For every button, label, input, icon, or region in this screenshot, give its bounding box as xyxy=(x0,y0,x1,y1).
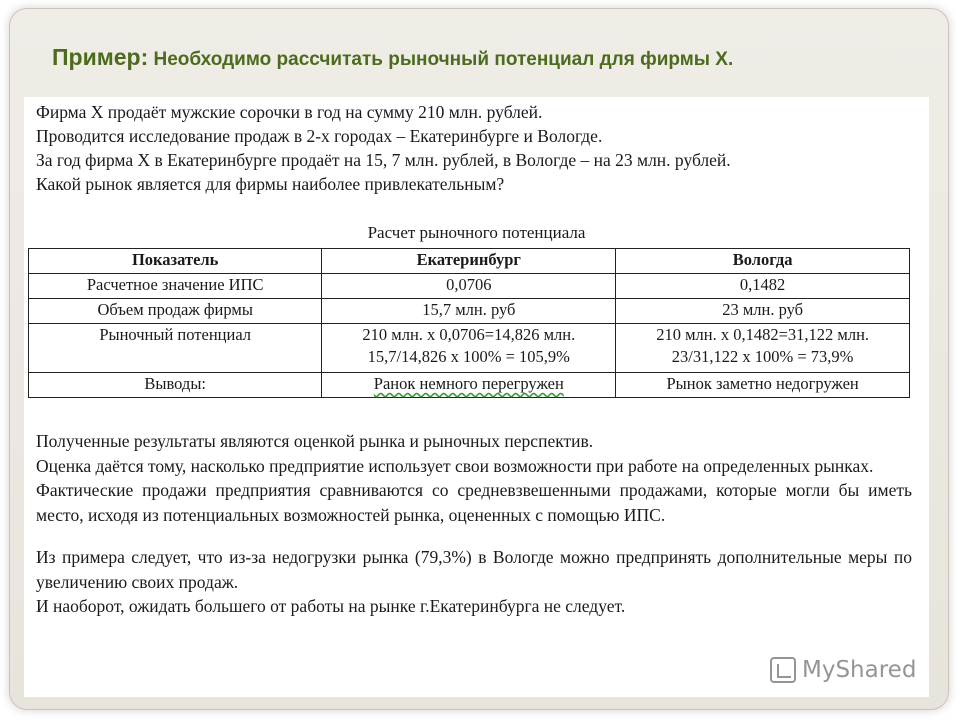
table-row-conclusions xyxy=(29,373,910,398)
table-caption: Расчет рыночного потенциала xyxy=(367,223,586,242)
slide-title-text: Необходимо рассчитать рыночный потенциал для фирмы Х. xyxy=(148,49,734,70)
body-paragraph: Полученные результаты являются оценкой рынка и рыночных перспектив. xyxy=(36,431,594,451)
watermark-text: MyShared xyxy=(802,657,917,683)
table-row-sales xyxy=(29,299,910,324)
body-paragraph: Фактические продажи предприятия сравниваются со средневзвешенными продажами, которые могли бы иметь место, исходя из потенциальных возможностей рынка, оцененных с помощью ИПС. xyxy=(36,480,912,525)
body-paragraph: И наоборот, ожидать большего от работы на рынке г.Екатеринбурга не следует. xyxy=(36,596,626,616)
cell-label: Рыночный потенциал xyxy=(29,324,322,373)
market-potential-table xyxy=(28,248,910,398)
cell-ekaterinburg: 0,0706 xyxy=(322,274,616,299)
body-paragraph: Из примера следует, что из-за недогрузки рынка (79,3%) в Вологде можно предпринять дополнительные меры по увеличению своих продаж. xyxy=(36,547,912,592)
intro-line: Какой рынок является для фирмы наиболее привлекательным? xyxy=(36,174,505,194)
cell-label: Расчетное значение ИПС xyxy=(29,274,322,299)
cell-vologda xyxy=(616,324,910,373)
watermark xyxy=(770,657,916,683)
cell-ekaterinburg: 15,7 млн. руб xyxy=(322,299,616,324)
cell-vologda: 23 млн. руб xyxy=(616,299,910,324)
cell-label: Объем продаж фирмы xyxy=(29,299,322,324)
intro-line: За год фирма Х в Екатеринбурге продаёт на 15, 7 млн. рублей, в Вологде – на 23 млн. рублей. xyxy=(36,150,731,170)
myshared-logo-icon xyxy=(770,657,796,683)
slide-title xyxy=(52,44,922,71)
body-paragraph: Оценка даётся тому, насколько предприятие использует свои возможности при работе на определенных рынках. xyxy=(36,455,874,476)
conclusion-text: Ранок немного перегружен xyxy=(373,374,564,393)
table-header-row xyxy=(29,249,910,274)
calc-line: 15,7/14,826 х 100% = 105,9% xyxy=(367,347,570,366)
intro-text xyxy=(36,100,916,196)
body-text xyxy=(36,429,912,619)
content-panel xyxy=(24,97,929,697)
cell-vologda: Рынок заметно недогружен xyxy=(616,373,910,398)
cell-label: Выводы: xyxy=(29,373,322,398)
calc-line: 23/31,122 х 100% = 73,9% xyxy=(671,347,854,366)
intro-line: Фирма Х продаёт мужские сорочки в год на сумму 210 млн. рублей. xyxy=(36,102,543,122)
cell-ekaterinburg xyxy=(322,324,616,373)
intro-line: Проводится исследование продаж в 2-х городах – Екатеринбурге и Вологде. xyxy=(36,126,603,146)
header-vologda: Вологда xyxy=(616,249,910,274)
slide-title-lead: Пример: xyxy=(52,44,149,70)
calc-line: 210 млн. х 0,1482=31,122 млн. xyxy=(656,325,870,344)
header-ekaterinburg: Екатеринбург xyxy=(322,249,616,274)
table-row-potential xyxy=(29,324,910,373)
header-indicator: Показатель xyxy=(29,249,322,274)
table-row-ips xyxy=(29,274,910,299)
cell-vologda: 0,1482 xyxy=(616,274,910,299)
calc-line: 210 млн. х 0,0706=14,826 млн. xyxy=(362,325,576,344)
cell-ekaterinburg xyxy=(322,373,616,398)
